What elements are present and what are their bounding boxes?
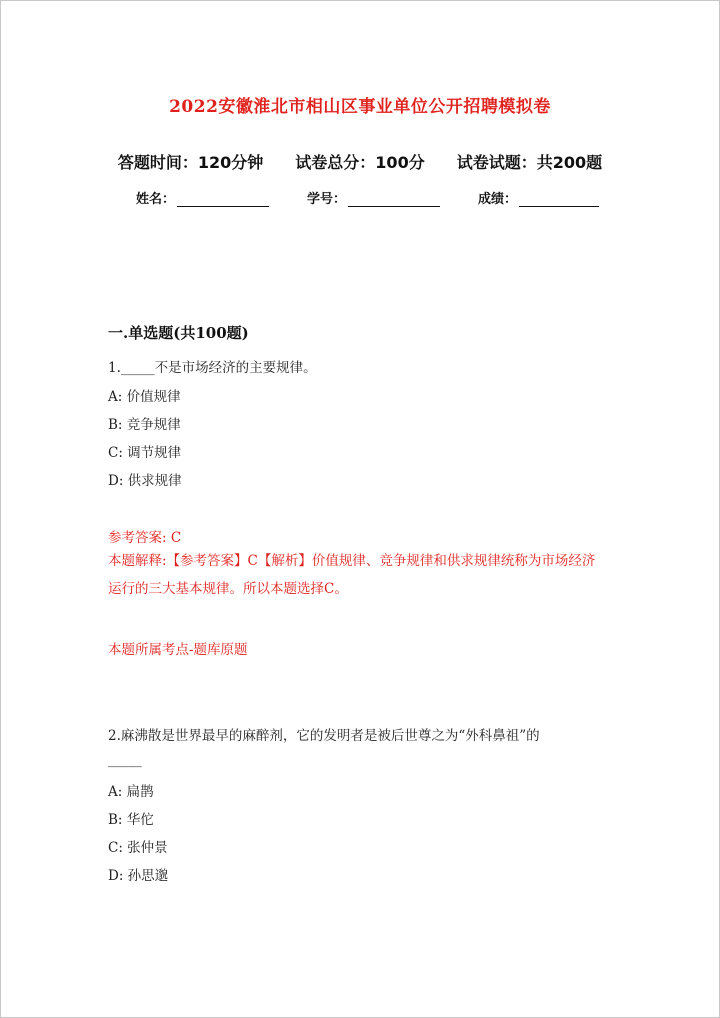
id-blank: [348, 192, 440, 207]
exam-total-score: 试卷总分：100分: [295, 153, 425, 172]
question-2-stem-line1: 2.麻沸散是世界最早的麻醉剂，它的发明者是被后世尊之为“外科鼻祖”的: [108, 728, 540, 744]
question-1-answer: 参考答案: C: [108, 530, 182, 546]
question-1-topic: 本题所属考点-题库原题: [108, 642, 248, 658]
question-2-stem-line2: _____: [108, 752, 142, 768]
score-blank: [519, 192, 599, 207]
question-2-option-d: D: 孙思邈: [108, 868, 169, 884]
question-2-option-a: A: 扁鹊: [108, 784, 154, 800]
question-2-option-b: B: 华佗: [108, 812, 154, 828]
section-title: 一.单选题(共100题): [108, 324, 249, 342]
exam-total-questions: 试卷试题：共200题: [456, 153, 603, 172]
exam-info: [0, 150, 720, 173]
question-1-option-c: C: 调节规律: [108, 445, 182, 461]
score-field: [478, 188, 599, 207]
question-1-option-d: D: 供求规律: [108, 473, 182, 489]
score-label: 成绩：: [478, 192, 518, 207]
question-1-stem: 1._____不是市场经济的主要规律。: [108, 360, 317, 376]
name-label: 姓名：: [136, 192, 176, 207]
exam-time: 答题时间：120分钟: [117, 153, 264, 172]
name-blank: [177, 192, 269, 207]
question-1-explanation: 本题解释:【参考答案】C【解析】价值规律、竞争规律和供求规律统称为市场经济运行的三大基本规律。所以本题选择C。: [108, 553, 596, 597]
question-1-option-a: A: 价值规律: [108, 389, 181, 405]
name-field: [136, 188, 269, 207]
question-2-option-c: C: 张仲景: [108, 840, 168, 856]
id-label: 学号：: [307, 192, 347, 207]
question-1-option-b: B: 竞争规律: [108, 417, 181, 433]
id-field: [307, 188, 440, 207]
document-title: 2022安徽淮北市相山区事业单位公开招聘模拟卷: [169, 97, 551, 117]
